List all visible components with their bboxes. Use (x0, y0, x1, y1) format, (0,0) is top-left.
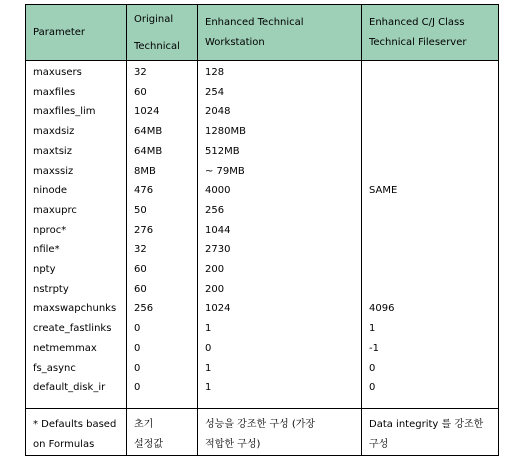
footer-fs-line2: 구성 (369, 439, 389, 450)
table-cell-orig: 32 (134, 244, 147, 256)
table-cell-orig: 0 (134, 362, 141, 374)
table-cell-param: create_fastlinks (33, 323, 112, 335)
header-parameter: Parameter (33, 27, 86, 38)
table-cell-orig: 60 (134, 283, 147, 295)
footer-param-line1: * Defaults based (33, 419, 117, 430)
table-cell-orig: 0 (134, 382, 141, 394)
table-cell-orig: 64MB (134, 126, 163, 138)
table-cell-param: nproc* (33, 224, 67, 236)
table-cell-param: maxfiles_lim (33, 106, 96, 118)
table-cell-ws: 512MB (205, 145, 240, 157)
table-cell-orig: 60 (134, 264, 147, 275)
row-divider (26, 60, 498, 61)
table-cell-param: maxusers (33, 67, 82, 78)
footer-orig-line2: 설정값 (134, 439, 163, 450)
table-cell-param: nfile* (33, 244, 60, 256)
header-original-line1: Original (134, 14, 174, 25)
table-cell-param: ninode (33, 185, 68, 197)
table-cell-ws: 200 (205, 264, 225, 275)
footer-fs-line1: Data integrity 를 강조한 (369, 419, 484, 430)
table-cell-orig: 1024 (134, 106, 160, 118)
table-cell-orig: 0 (134, 323, 141, 335)
header-row (26, 5, 498, 60)
table-cell-orig: 32 (134, 67, 147, 78)
footer-param-line2: on Formulas (33, 439, 95, 450)
column-divider (361, 5, 362, 455)
header-enhanced-ws-line1: Enhanced Technical (205, 17, 304, 28)
kernel-parameter-table (25, 4, 499, 456)
table-cell-orig: 64MB (134, 145, 163, 157)
table-cell-ws: 2048 (205, 106, 231, 118)
table-cell-orig: 256 (134, 303, 154, 315)
table-cell-param: default_disk_ir (33, 382, 106, 394)
table-cell-param: maxfiles (33, 86, 76, 98)
table-cell-ws: 1 (205, 362, 212, 374)
table-cell-param: maxssiz (33, 165, 74, 177)
table-cell-ws: 200 (205, 283, 225, 295)
table-cell-ws: 254 (205, 86, 225, 98)
header-enhanced-fs-line2: Technical Fileserver (369, 37, 467, 48)
table-cell-ws: 256 (205, 204, 225, 216)
table-cell-orig: 276 (134, 224, 154, 236)
table-cell-ws: 4000 (205, 185, 231, 197)
table-cell-param: maxtsiz (33, 145, 72, 157)
footer-ws-line2: 적합한 구성) (205, 439, 261, 450)
table-cell-ws: 1 (205, 382, 212, 394)
table-cell-param: nstrpty (33, 283, 69, 295)
row-divider (26, 408, 498, 409)
table-cell-ws: 1024 (205, 303, 231, 315)
table-cell-param: fs_async (33, 362, 76, 374)
footer-orig-line1: 초기 (134, 419, 154, 430)
table-cell-orig: 0 (134, 342, 141, 354)
table-cell-fs: 0 (369, 362, 376, 374)
table-cell-ws: 0 (205, 342, 212, 354)
table-cell-fs: SAME (369, 185, 398, 197)
table-cell-ws: 128 (205, 67, 225, 78)
column-divider (126, 5, 127, 455)
table-cell-ws: ~ 79MB (205, 165, 245, 177)
table-cell-ws: 1044 (205, 224, 231, 236)
header-original-line2: Technical (134, 41, 180, 52)
table-cell-ws: 1280MB (205, 126, 246, 138)
header-enhanced-fs-line1: Enhanced C/J Class (369, 17, 465, 28)
table-cell-orig: 50 (134, 204, 147, 216)
table-cell-param: maxuprc (33, 204, 77, 216)
table-cell-fs: 1 (369, 323, 376, 335)
table-cell-param: maxdsiz (33, 126, 75, 138)
table-cell-param: npty (33, 264, 56, 275)
table-cell-fs: 4096 (369, 303, 395, 315)
table-cell-ws: 1 (205, 323, 212, 335)
table-cell-fs: 0 (369, 382, 376, 394)
table-cell-orig: 60 (134, 86, 147, 98)
table-cell-orig: 8MB (134, 165, 156, 177)
table-cell-param: netmemmax (33, 342, 97, 354)
header-enhanced-ws-line2: Workstation (205, 37, 265, 48)
table-cell-orig: 476 (134, 185, 154, 197)
table-cell-ws: 2730 (205, 244, 231, 256)
table-cell-param: maxswapchunks (33, 303, 117, 315)
footer-ws-line1: 성능을 강조한 구성 (가장 (205, 419, 316, 430)
column-divider (197, 5, 198, 455)
table-cell-fs: -1 (369, 342, 379, 354)
